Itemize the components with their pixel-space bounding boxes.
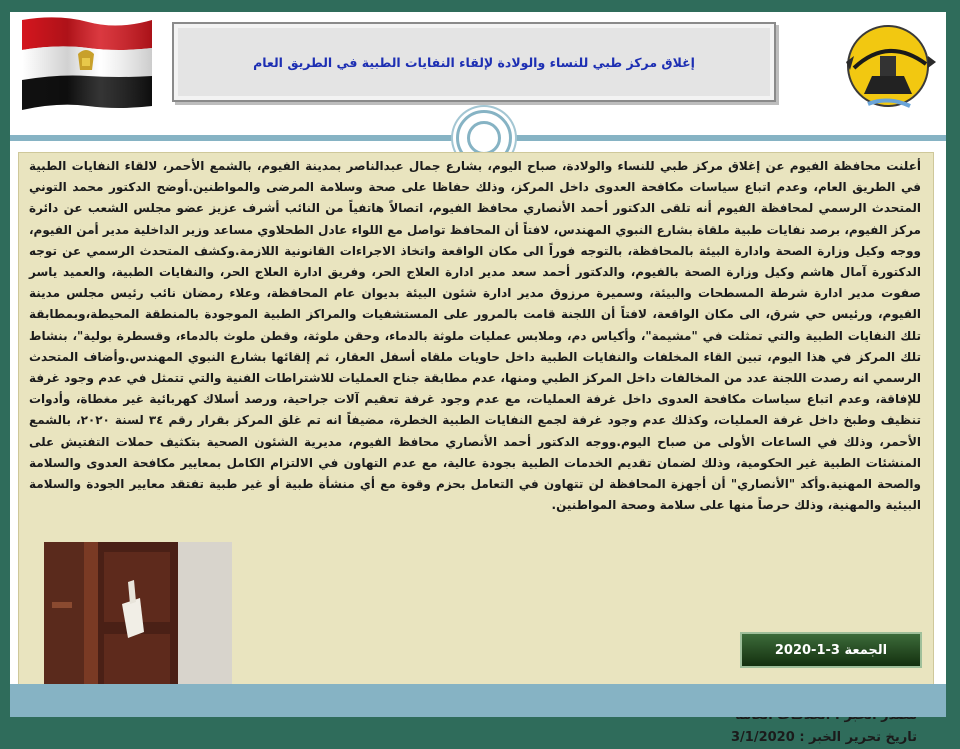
headline-box xyxy=(172,22,776,102)
article-body: أعلنت محافظة الفيوم عن إغلاق مركز طبي للنساء والولادة، صباح اليوم، بشارع جمال عبدالناصر بمدينة الفيوم، بالشمع الأحمر، لالقاء النفايات الطبية في الطريق العام، وعدم اتباع سياسات مكافحة العدوى داخل المركز، وذلك حفاظا على صحة وسلامة المرضى والمواطنين.أوضح الدكتور محمد التوني المتحدث الرسمي لمحافظة الفيوم أنه تلقى الدكتور أحمد الأنصاري محافظ الفيوم، اتصالاً هاتفياً من النائب أشرف عزيز عضو مجلس الشعب عن دائرة مركز الفيوم، برصد نفايات طبية ملقاة بشارع النبوي المهندس، لافتاً أن المحافظ تواصل مع اللواء عادل الطحلاوي مساعد وزير الداخلية مدير أمن الفيوم، ووجه وكيل وزارة الصحة وادارة البيئة بالمحافظة، بالتوجه فوراً الى مكان الواقعة واتخاذ الاجراءات القانونية اللازمة.وكشف المتحدث الرسمي عن توجه الدكتورة آمال هاشم وكيل وزارة الصحة بالفيوم، والدكتور أحمد سعد مدير ادارة العلاج الحر، وفريق ادارة العلاج الحر، والنفايات الطبية، والعميد ياسر صفوت مدير ادارة شرطة المسطحات والبيئة، وسميرة مرزوق مدير ادارة شئون البيئة بديوان عام المحافظة، وعلاء رمضان نائب رئيس مجلس مدينة الفيوم، ورئيس حي شرق، الى مكان الواقعة، لافتاً أن اللجنة قامت بالمرور على المستشفيات والمراكز الطبية الموجودة بالمنطقة المحيطة،وبمطابقة تلك النفايات الطبية والتي تمثلت في "مشيمة"، وأكياس دم، وملابس عمليات ملوثة بالدماء، وحقن ملوثة، وقطن ملوث بالدماء، وقسطرة بولية"، بنشاط تلك المركز في هذا اليوم، تبين القاء المخلفات والنفايات الطبية داخل حاويات ملقاه أسفل العقار، ثم إلقائها بشارع النبوي المهندس.وأضاف المتحدث الرسمي انه رصدت اللجنة عدد من المخالفات داخل المركز الطبي ومنها، عدم مطابقة جناح العمليات للاشتراطات الفنية والتي تتمثل في عدم وجود غرفة للإفاقة، وعدم اتباع سياسات مكافحة العدوى داخل غرفة العمليات، مع عدم وجود غرفة تعقيم آلات جراحية، ورصد أسلاك كهربائية غير مغطاة، وأدوات تنظيف وطبخ داخل غرفة العمليات، وكذلك عدم وجود غرفة لجمع النفايات الطبية الخطرة، مضيفاً انه تم غلق المركز بقرار رقم ٣٤ لسنة ٢٠٢٠، بالشمع الأحمر، وذلك في الساعات الأولى من صباح اليوم.ووجه الدكتور أحمد الأنصاري محافظ الفيوم، مديرية الشئون الصحية بتكثيف حملات التفتيش على المنشئات الطبية غير الحكومية، وذلك لضمان تقديم الخدمات الطبية بجودة عالية، مع عدم التهاون في الالتزام الكامل بمعايير مكافحة العدوى والسلامة والصحة المهنية.وأكد "الأنصاري" أن أجهزة المحافظة لن تتهاون في التعامل بحزم وقوة مع أي منشأة طبية أو غير طبية تفتقد معايير الجودة والسلامة البيئية والمهنية، وذلك حرصاً منها على سلامة وصحة المواطنين. xyxy=(29,159,921,513)
date-badge xyxy=(740,632,922,668)
divider-ornament-inner xyxy=(467,121,501,155)
header-band xyxy=(10,12,946,132)
date-value: 3/1/2020 xyxy=(731,730,795,745)
fayoum-governorate-emblem xyxy=(840,16,940,116)
slide xyxy=(10,12,946,745)
date-row xyxy=(731,727,917,749)
sealed-door-photo xyxy=(44,542,232,707)
headline-title: إغلاق مركز طبي للنساء والولادة لإلقاء النفايات الطبية في الطريق العام xyxy=(253,54,695,70)
egypt-flag-icon xyxy=(18,14,156,114)
date-label: تاريخ تحرير الخبر : xyxy=(799,730,917,745)
date-badge-text: الجمعة 3-1-2020 xyxy=(774,642,888,658)
footer-band xyxy=(10,684,946,717)
